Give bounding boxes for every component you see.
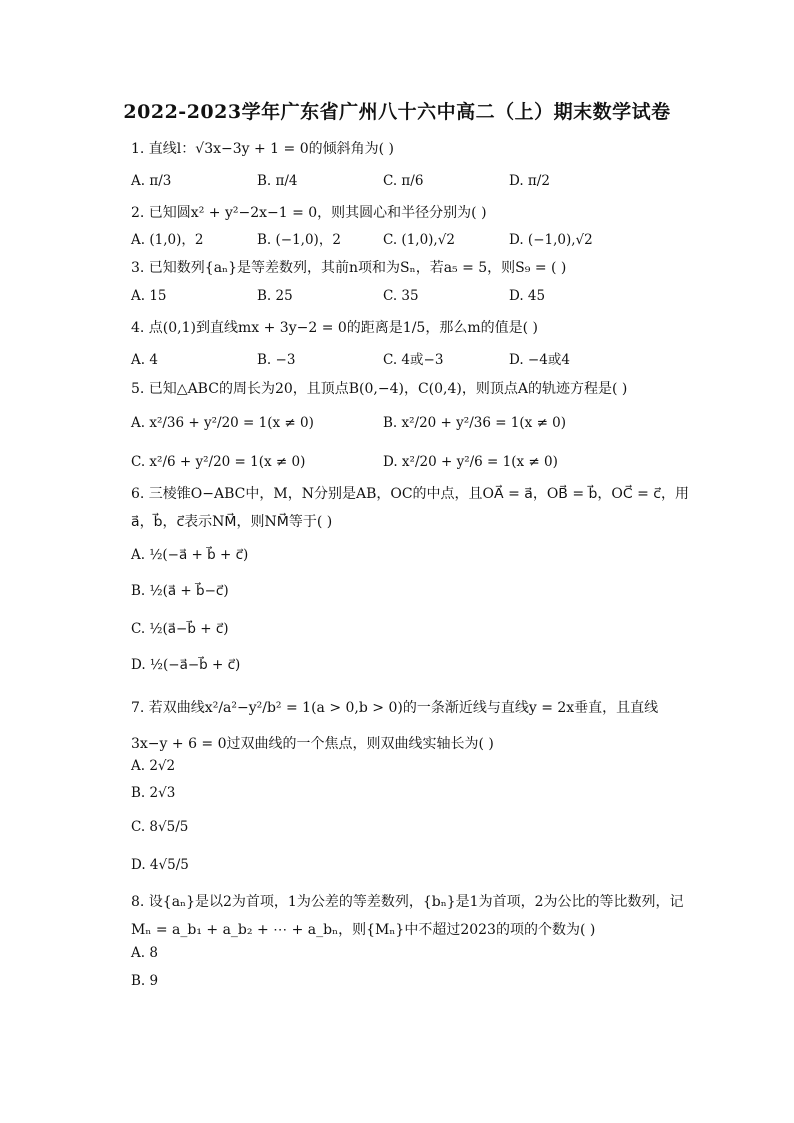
question-3-option-c: C. 35 bbox=[383, 288, 419, 304]
question-1-stem: 1. 直线l：√3x−3y + 1 = 0的倾斜角为( ) bbox=[131, 141, 395, 157]
question-4-stem: 4. 点(0,1)到直线mx + 3y−2 = 0的距离是1/5，那么m的值是( ) bbox=[131, 320, 538, 336]
question-4-option-b: B. −3 bbox=[257, 352, 296, 368]
question-2-option-b: B. (−1,0)，2 bbox=[257, 232, 341, 248]
question-6-option-b: B. ½(a⃗ + b⃗−c⃗) bbox=[131, 583, 229, 599]
question-7-option-d: D. 4√5/5 bbox=[131, 857, 189, 873]
question-8-option-a: A. 8 bbox=[131, 945, 158, 961]
question-1-option-b: B. π/4 bbox=[257, 173, 298, 189]
question-2-option-a: A. (1,0)，2 bbox=[131, 232, 204, 248]
question-3-option-a: A. 15 bbox=[131, 288, 167, 304]
question-4-option-a: A. 4 bbox=[131, 352, 158, 368]
question-5-option-a: A. x²/36 + y²/20 = 1(x ≠ 0) bbox=[131, 415, 314, 431]
question-8-stem: 8. 设{aₙ}是以2为首项，1为公差的等差数列，{bₙ}是1为首项，2为公比的等比数列，记Mₙ = a_b₁ + a_b₂ + ⋯ + a_bₙ，则{Mₙ}中不超过2023的项的个数为( ) bbox=[131, 894, 684, 938]
question-7-option-a: A. 2√2 bbox=[131, 758, 176, 774]
question-7-option-b: B. 2√3 bbox=[131, 785, 176, 801]
question-1-option-c: C. π/6 bbox=[383, 173, 424, 189]
question-3-option-b: B. 25 bbox=[257, 288, 293, 304]
question-7-option-c: C. 8√5/5 bbox=[131, 819, 189, 835]
question-4-option-c: C. 4或−3 bbox=[383, 352, 444, 368]
question-6-stem: 6. 三棱锥O−ABC中，M，N分别是AB，OC的中点，且OA⃗ = a⃗，OB⃗ = b⃗，OC⃗ = c⃗，用a⃗，b⃗，c⃗表示NM⃗，则NM⃗等于( ) bbox=[131, 486, 690, 530]
question-1-option-a: A. π/3 bbox=[131, 173, 172, 189]
question-2-option-c: C. (1,0),√2 bbox=[383, 232, 455, 248]
question-5-option-d: D. x²/20 + y²/6 = 1(x ≠ 0) bbox=[383, 454, 558, 470]
question-2-option-d: D. (−1,0),√2 bbox=[509, 232, 593, 248]
question-3-stem: 3. 已知数列{aₙ}是等差数列，其前n项和为Sₙ，若a₅ = 5，则S₉ = ( ) bbox=[131, 260, 567, 276]
question-3-option-d: D. 45 bbox=[509, 288, 546, 304]
exam-title: 2022-2023学年广东省广州八十六中高二（上）期末数学试卷 bbox=[123, 101, 671, 123]
question-6-option-a: A. ½(−a⃗ + b⃗ + c⃗) bbox=[131, 547, 249, 563]
question-2-stem: 2. 已知圆x² + y²−2x−1 = 0，则其圆心和半径分别为( ) bbox=[131, 205, 487, 221]
question-6-option-c: C. ½(a⃗−b⃗ + c⃗) bbox=[131, 621, 229, 637]
question-5-option-b: B. x²/20 + y²/36 = 1(x ≠ 0) bbox=[383, 415, 567, 431]
question-5-option-c: C. x²/6 + y²/20 = 1(x ≠ 0) bbox=[131, 454, 306, 470]
question-8-option-b: B. 9 bbox=[131, 973, 159, 989]
question-6-option-d: D. ½(−a⃗−b⃗ + c⃗) bbox=[131, 657, 241, 673]
question-1-option-d: D. π/2 bbox=[509, 173, 550, 189]
question-4-option-d: D. −4或4 bbox=[509, 352, 570, 368]
question-7-stem: 7. 若双曲线x²/a²−y²/b² = 1(a > 0,b > 0)的一条渐近线与直线y = 2x垂直，且直线3x−y + 6 = 0过双曲线的一个焦点，则双曲线实轴长为( ) bbox=[131, 700, 659, 752]
question-5-stem: 5. 已知△ABC的周长为20，且顶点B(0,−4)，C(0,4)，则顶点A的轨迹方程是( ) bbox=[131, 381, 628, 397]
